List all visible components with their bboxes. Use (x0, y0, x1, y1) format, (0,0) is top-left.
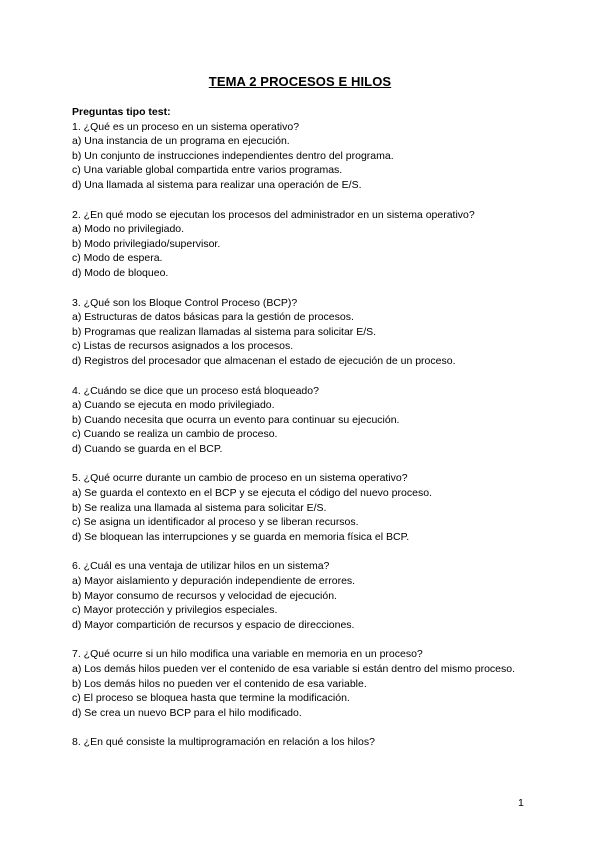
question-5 (72, 471, 532, 544)
answer-option: b) Modo privilegiado/supervisor. (72, 237, 221, 250)
question-text: 4. ¿Cuándo se dice que un proceso está bloqueado? (72, 384, 319, 397)
answer-option: a) Los demás hilos pueden ver el contenido de esa variable si están dentro del mismo proceso. (72, 663, 516, 675)
answer-option: b) Se realiza una llamada al sistema para solicitar E/S. (72, 501, 327, 514)
answer-option: d) Registros del procesador que almacenan el estado de ejecución de un proceso. (72, 354, 456, 367)
answer-option: d) Una llamada al sistema para realizar una operación de E/S. (72, 178, 362, 191)
answer-option: a) Modo no privilegiado. (72, 223, 185, 236)
page-title: TEMA 2 PROCESOS E HILOS (208, 74, 392, 89)
answer-option: d) Se crea un nuevo BCP para el hilo modificado. (72, 706, 302, 719)
answer-option: b) Los demás hilos no pueden ver el contenido de esa variable. (72, 677, 367, 690)
question-6 (72, 559, 532, 632)
question-2 (72, 208, 532, 281)
answer-option: b) Cuando necesita que ocurra un evento para continuar su ejecución. (72, 413, 400, 426)
answer-option: d) Cuando se guarda en el BCP. (72, 442, 223, 455)
answer-option: c) Mayor protección y privilegios especiales. (72, 604, 278, 617)
answer-option: a) Cuando se ejecuta en modo privilegiado. (72, 399, 275, 412)
answer-option: d) Se bloquean las interrupciones y se guarda en memoria física el BCP. (72, 530, 410, 543)
section-heading: Preguntas tipo test: (72, 106, 171, 118)
question-text: 2. ¿En qué modo se ejecutan los procesos del administrador en un sistema operativo? (72, 208, 475, 221)
answer-option: c) Se asigna un identificador al proceso y se liberan recursos. (72, 516, 359, 529)
answer-option: a) Se guarda el contexto en el BCP y se ejecuta el código del nuevo proceso. (72, 487, 432, 500)
answer-option: c) Cuando se realiza un cambio de proceso. (72, 428, 278, 441)
answer-option: a) Mayor aislamiento y depuración independiente de errores. (72, 575, 356, 588)
answer-option: c) El proceso se bloquea hasta que termine la modificación. (72, 692, 350, 705)
question-text: 3. ¿Qué son los Bloque Control Proceso (BCP)? (72, 296, 298, 309)
answer-option: c) Una variable global compartida entre varios programas. (72, 164, 343, 177)
question-8 (72, 735, 532, 750)
page-number: 1 (518, 797, 524, 809)
question-text: 5. ¿Qué ocurre durante un cambio de proceso en un sistema operativo? (72, 472, 408, 485)
question-7 (72, 647, 532, 720)
question-3 (72, 296, 532, 369)
answer-option: b) Programas que realizan llamadas al sistema para solicitar E/S. (72, 325, 377, 338)
question-text: 7. ¿Qué ocurre si un hilo modifica una variable en memoria en un proceso? (72, 648, 423, 661)
question-text: 1. ¿Qué es un proceso en un sistema operativo? (72, 120, 300, 133)
answer-option: c) Modo de espera. (72, 252, 163, 265)
answer-option: d) Modo de bloqueo. (72, 266, 169, 279)
answer-option: b) Un conjunto de instrucciones independientes dentro del programa. (72, 149, 394, 162)
question-4 (72, 384, 532, 457)
answer-option: c) Listas de recursos asignados a los procesos. (72, 340, 294, 353)
document-content (72, 105, 532, 765)
answer-option: d) Mayor compartición de recursos y espacio de direcciones. (72, 618, 355, 631)
answer-option: b) Mayor consumo de recursos y velocidad de ejecución. (72, 589, 337, 602)
question-text: 8. ¿En qué consiste la multiprogramación en relación a los hilos? (72, 736, 375, 749)
question-1 (72, 120, 532, 193)
answer-option: a) Estructuras de datos básicas para la gestión de procesos. (72, 311, 354, 324)
question-text: 6. ¿Cuál es una ventaja de utilizar hilos en un sistema? (72, 560, 330, 573)
answer-option: a) Una instancia de un programa en ejecución. (72, 135, 290, 148)
